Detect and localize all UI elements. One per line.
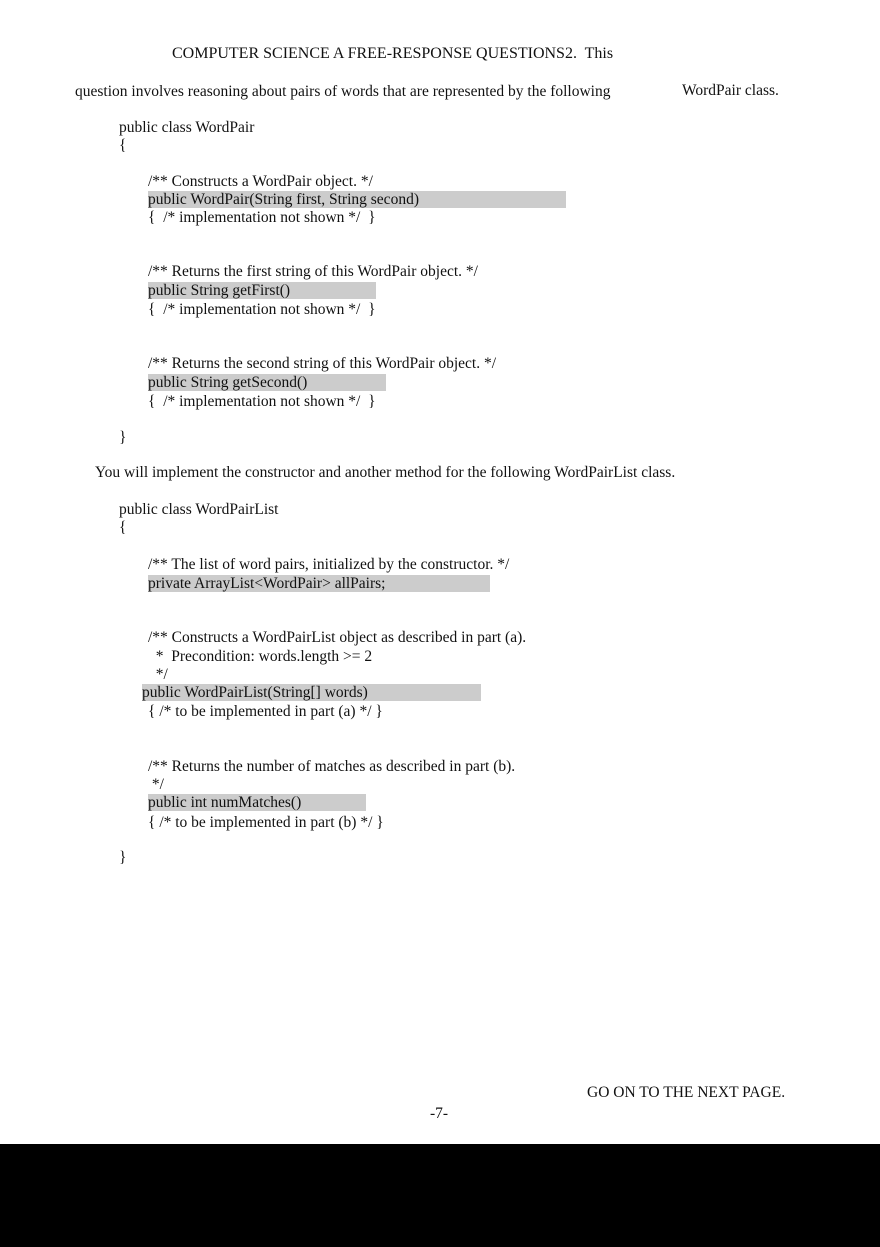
getfirst-signature: public String getFirst() xyxy=(148,282,291,299)
wordpairlist-open-brace: { xyxy=(119,519,127,536)
wordpairlist-constructor-comment-1: /** Constructs a WordPairList object as described in part (a). xyxy=(148,629,527,646)
getfirst-comment: /** Returns the first string of this WordPair object. */ xyxy=(148,263,478,280)
wordpairlist-constructor-comment-3: */ xyxy=(148,666,168,683)
getsecond-body: { /* implementation not shown */ } xyxy=(148,393,376,410)
wordpair-constructor-signature: public WordPair(String first, String second) xyxy=(148,191,419,208)
wordpairlist-class-declaration: public class WordPairList xyxy=(119,501,279,518)
nummatches-body: { /* to be implemented in part (b) */ } xyxy=(148,814,384,831)
wordpair-open-brace: { xyxy=(119,137,127,154)
nummatches-signature: public int numMatches() xyxy=(148,794,302,811)
allpairs-declaration: private ArrayList<WordPair> allPairs; xyxy=(148,575,386,592)
page-number: -7- xyxy=(430,1105,449,1122)
wordpair-class-declaration: public class WordPair xyxy=(119,119,255,136)
intro-text: question involves reasoning about pairs of words that are represented by the following xyxy=(75,83,611,100)
go-on-notice: GO ON TO THE NEXT PAGE. xyxy=(587,1084,786,1101)
nummatches-comment-1: /** Returns the number of matches as described in part (b). xyxy=(148,758,516,775)
nummatches-comment-2: */ xyxy=(148,776,164,793)
allpairs-comment: /** The list of word pairs, initialized by the constructor. */ xyxy=(148,556,510,573)
wordpairlist-constructor-comment-2: * Precondition: words.length >= 2 xyxy=(148,648,373,665)
wordpairlist-constructor-body: { /* to be implemented in part (a) */ } xyxy=(148,703,383,720)
wordpairlist-close-brace: } xyxy=(119,849,127,866)
getsecond-comment: /** Returns the second string of this WordPair object. */ xyxy=(148,355,497,372)
wordpair-close-brace: } xyxy=(119,429,127,446)
middle-text: You will implement the constructor and another method for the following WordPairList class. xyxy=(95,464,676,481)
page-header: COMPUTER SCIENCE A FREE-RESPONSE QUESTIONS2. This xyxy=(172,45,614,62)
intro-text-class-name: WordPair class. xyxy=(682,82,779,99)
wordpair-constructor-comment: /** Constructs a WordPair object. */ xyxy=(148,173,373,190)
getfirst-body: { /* implementation not shown */ } xyxy=(148,301,376,318)
wordpair-constructor-body: { /* implementation not shown */ } xyxy=(148,209,376,226)
wordpairlist-constructor-signature: public WordPairList(String[] words) xyxy=(142,684,368,701)
getsecond-signature: public String getSecond() xyxy=(148,374,308,391)
